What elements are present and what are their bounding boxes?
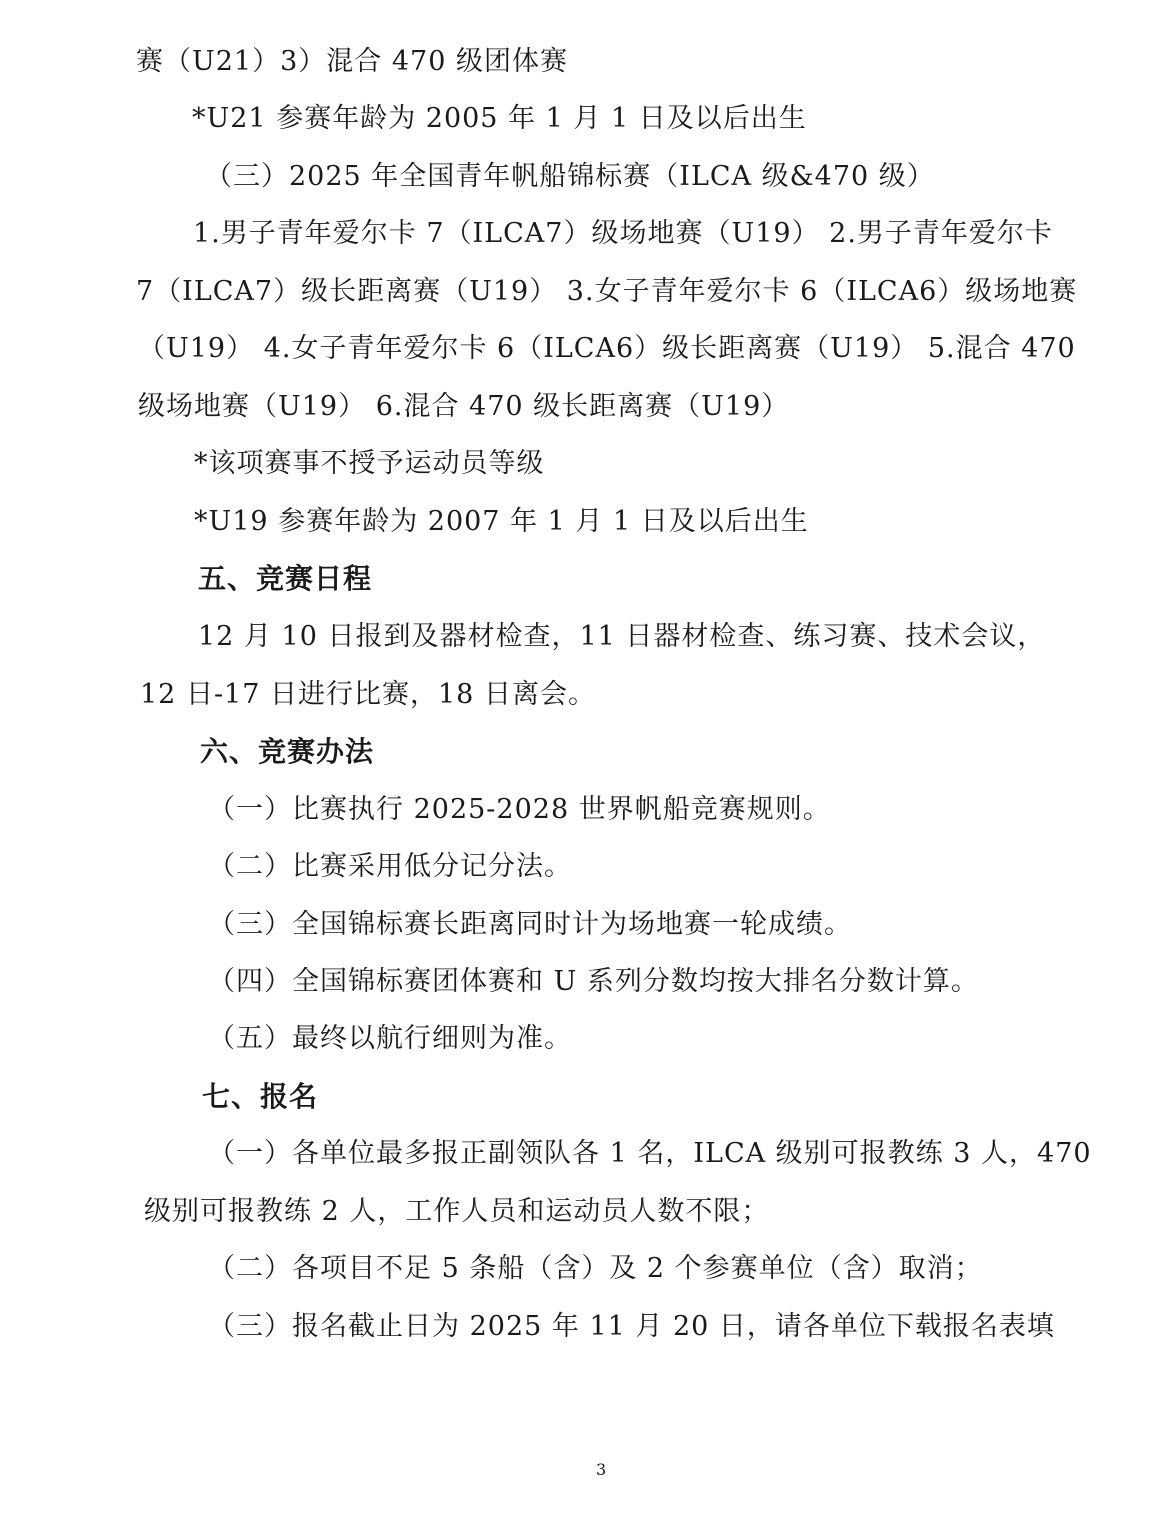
text-line: （五）最终以航行细则为准。 — [208, 1023, 572, 1054]
text-line: 7（ILCA7）级长距离赛（U19） 3.女子青年爱尔卡 6（ILCA6）级场地赛 — [136, 276, 1078, 307]
text-line: 12 日-17 日进行比赛，18 日离会。 — [140, 679, 596, 710]
text-line: （三）报名截止日为 2025 年 11 月 20 日，请各单位下载报名表填 — [208, 1311, 1055, 1342]
text-line: （三）全国锦标赛长距离同时计为场地赛一轮成绩。 — [208, 909, 852, 940]
page-number: 3 — [596, 1460, 607, 1479]
text-line: （二）比赛采用低分记分法。 — [208, 851, 572, 882]
text-line: 级场地赛（U19） 6.混合 470 级长距离赛（U19） — [138, 391, 790, 422]
text-line: （一）各单位最多报正副领队各 1 名，ILCA 级别可报教练 3 人，470 — [208, 1138, 1092, 1169]
section-heading: 五、竞赛日程 — [198, 562, 373, 595]
text-line: 级别可报教练 2 人，工作人员和运动员人数不限； — [144, 1196, 770, 1227]
text-line: *U19 参赛年龄为 2007 年 1 月 1 日及以后出生 — [194, 506, 809, 537]
text-line: （一）比赛执行 2025-2028 世界帆船竞赛规则。 — [208, 794, 831, 825]
text-line: （U19） 4.女子青年爱尔卡 6（ILCA6）级长距离赛（U19） 5.混合 470 — [138, 333, 1076, 364]
text-line: （三）2025 年全国青年帆船锦标赛（ILCA 级&470 级） — [205, 161, 935, 192]
text-line: 1.男子青年爱尔卡 7（ILCA7）级场地赛（U19） 2.男子青年爱尔卡 — [193, 218, 1053, 249]
text-line: （二）各项目不足 5 条船（含）及 2 个参赛单位（含）取消； — [208, 1253, 983, 1284]
text-line: *U21 参赛年龄为 2005 年 1 月 1 日及以后出生 — [192, 103, 807, 134]
text-line: （四）全国锦标赛团体赛和 U 系列分数均按大排名分数计算。 — [208, 966, 979, 997]
section-heading: 六、竞赛办法 — [200, 735, 375, 768]
text-line: 赛（U21）3）混合 470 级团体赛 — [136, 46, 568, 77]
text-line: *该项赛事不授予运动员等级 — [194, 448, 545, 479]
text-line: 12 月 10 日报到及器材检查，11 日器材检查、练习赛、技术会议， — [198, 621, 1046, 652]
section-heading: 七、报名 — [202, 1080, 319, 1113]
